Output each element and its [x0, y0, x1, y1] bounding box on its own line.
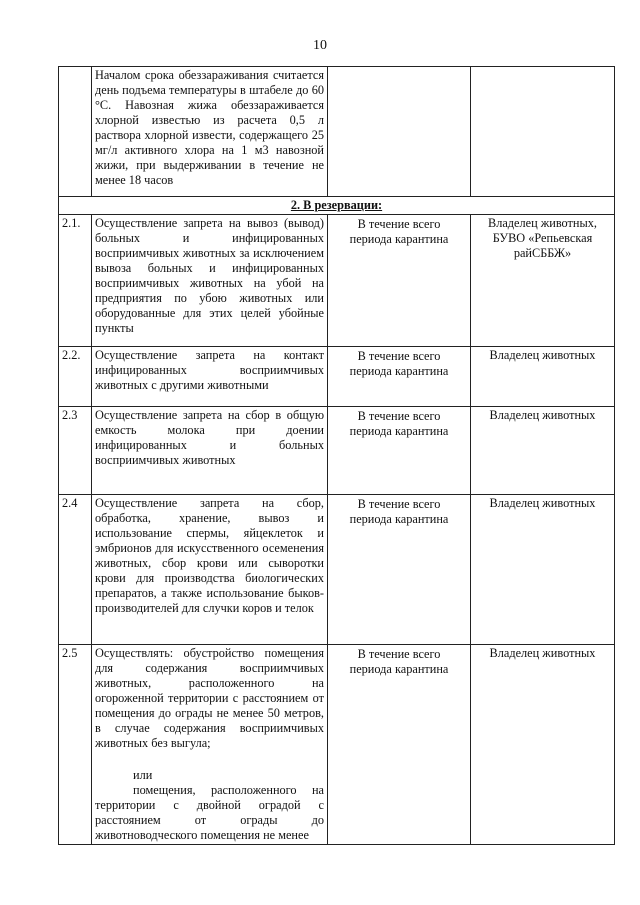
measures-table	[58, 66, 615, 845]
row-term: В течение всего периода карантина	[328, 407, 471, 495]
row-term: В течение всего периода карантина	[328, 495, 471, 645]
row-number: 2.1.	[59, 215, 92, 347]
row-description-or: или	[133, 768, 153, 782]
row-term: В течение всего периода карантина	[328, 645, 471, 845]
row-responsible	[471, 67, 615, 197]
section-header-row	[59, 197, 615, 215]
row-number: 2.5	[59, 645, 92, 845]
section-title: 2. В резервации:	[290, 198, 383, 212]
row-term: В течение всего периода карантина	[328, 215, 471, 347]
table-row	[59, 495, 615, 645]
row-responsible: Владелец животных	[471, 347, 615, 407]
row-number: 2.4	[59, 495, 92, 645]
row-description: Осуществление запрета на контакт инфицированных восприимчивых животных с другими животными	[92, 347, 328, 407]
row-description-part2: помещения, расположенного на территории с двойной оградой с расстоянием от ограды до животноводческого помещения не менее	[95, 783, 324, 842]
row-number: 2.3	[59, 407, 92, 495]
row-number: 2.2.	[59, 347, 92, 407]
row-description: Осуществление запрета на сбор, обработка, хранение, вывоз и использование спермы, яйцеклеток и эмбрионов для искусственного осеменения животных, сбор крови или сыворотки крови для производства биологических препаратов, а также использование быков-производителей для случки коров и телок	[92, 495, 328, 645]
row-description: Осуществление запрета на вывоз (вывод) больных и инфицированных восприимчивых животных за исключением вывоза больных и инфицированных восприимчивых животных на убой на предприятия по убою животных или оборудованные для этих целей убойные пункты	[92, 215, 328, 347]
table-row	[59, 67, 615, 197]
row-responsible: Владелец животных, БУВО «Репьевская райСББЖ»	[471, 215, 615, 347]
row-description-part1: Осуществлять: обустройство помещения для содержания восприимчивых животных, расположенного на огороженной территории с расстоянием от помещения до ограды не менее 50 метров, в случае содержания восприимчивых животных без выгула;	[95, 646, 324, 750]
page-number: 10	[313, 38, 327, 53]
table-row	[59, 347, 615, 407]
row-term: В течение всего периода карантина	[328, 347, 471, 407]
row-description	[92, 645, 328, 845]
table-row	[59, 215, 615, 347]
row-description: Осуществление запрета на сбор в общую емкость молока при доении инфицированных и больных восприимчивых животных	[92, 407, 328, 495]
section-title-cell	[59, 197, 615, 215]
row-number	[59, 67, 92, 197]
table-row	[59, 645, 615, 845]
row-term	[328, 67, 471, 197]
row-description: Началом срока обеззараживания считается день подъема температуры в штабеле до 60 °С. Навозная жижа обеззараживается хлорной известью из расчета 0,5 л раствора хлорной извести, содержащего 25 мг/л активного хлора на 1 м3 навозной жижи, при выдерживании в течение не менее 18 часов	[92, 67, 328, 197]
row-responsible: Владелец животных	[471, 495, 615, 645]
row-responsible: Владелец животных	[471, 645, 615, 845]
table-row	[59, 407, 615, 495]
row-responsible: Владелец животных	[471, 407, 615, 495]
